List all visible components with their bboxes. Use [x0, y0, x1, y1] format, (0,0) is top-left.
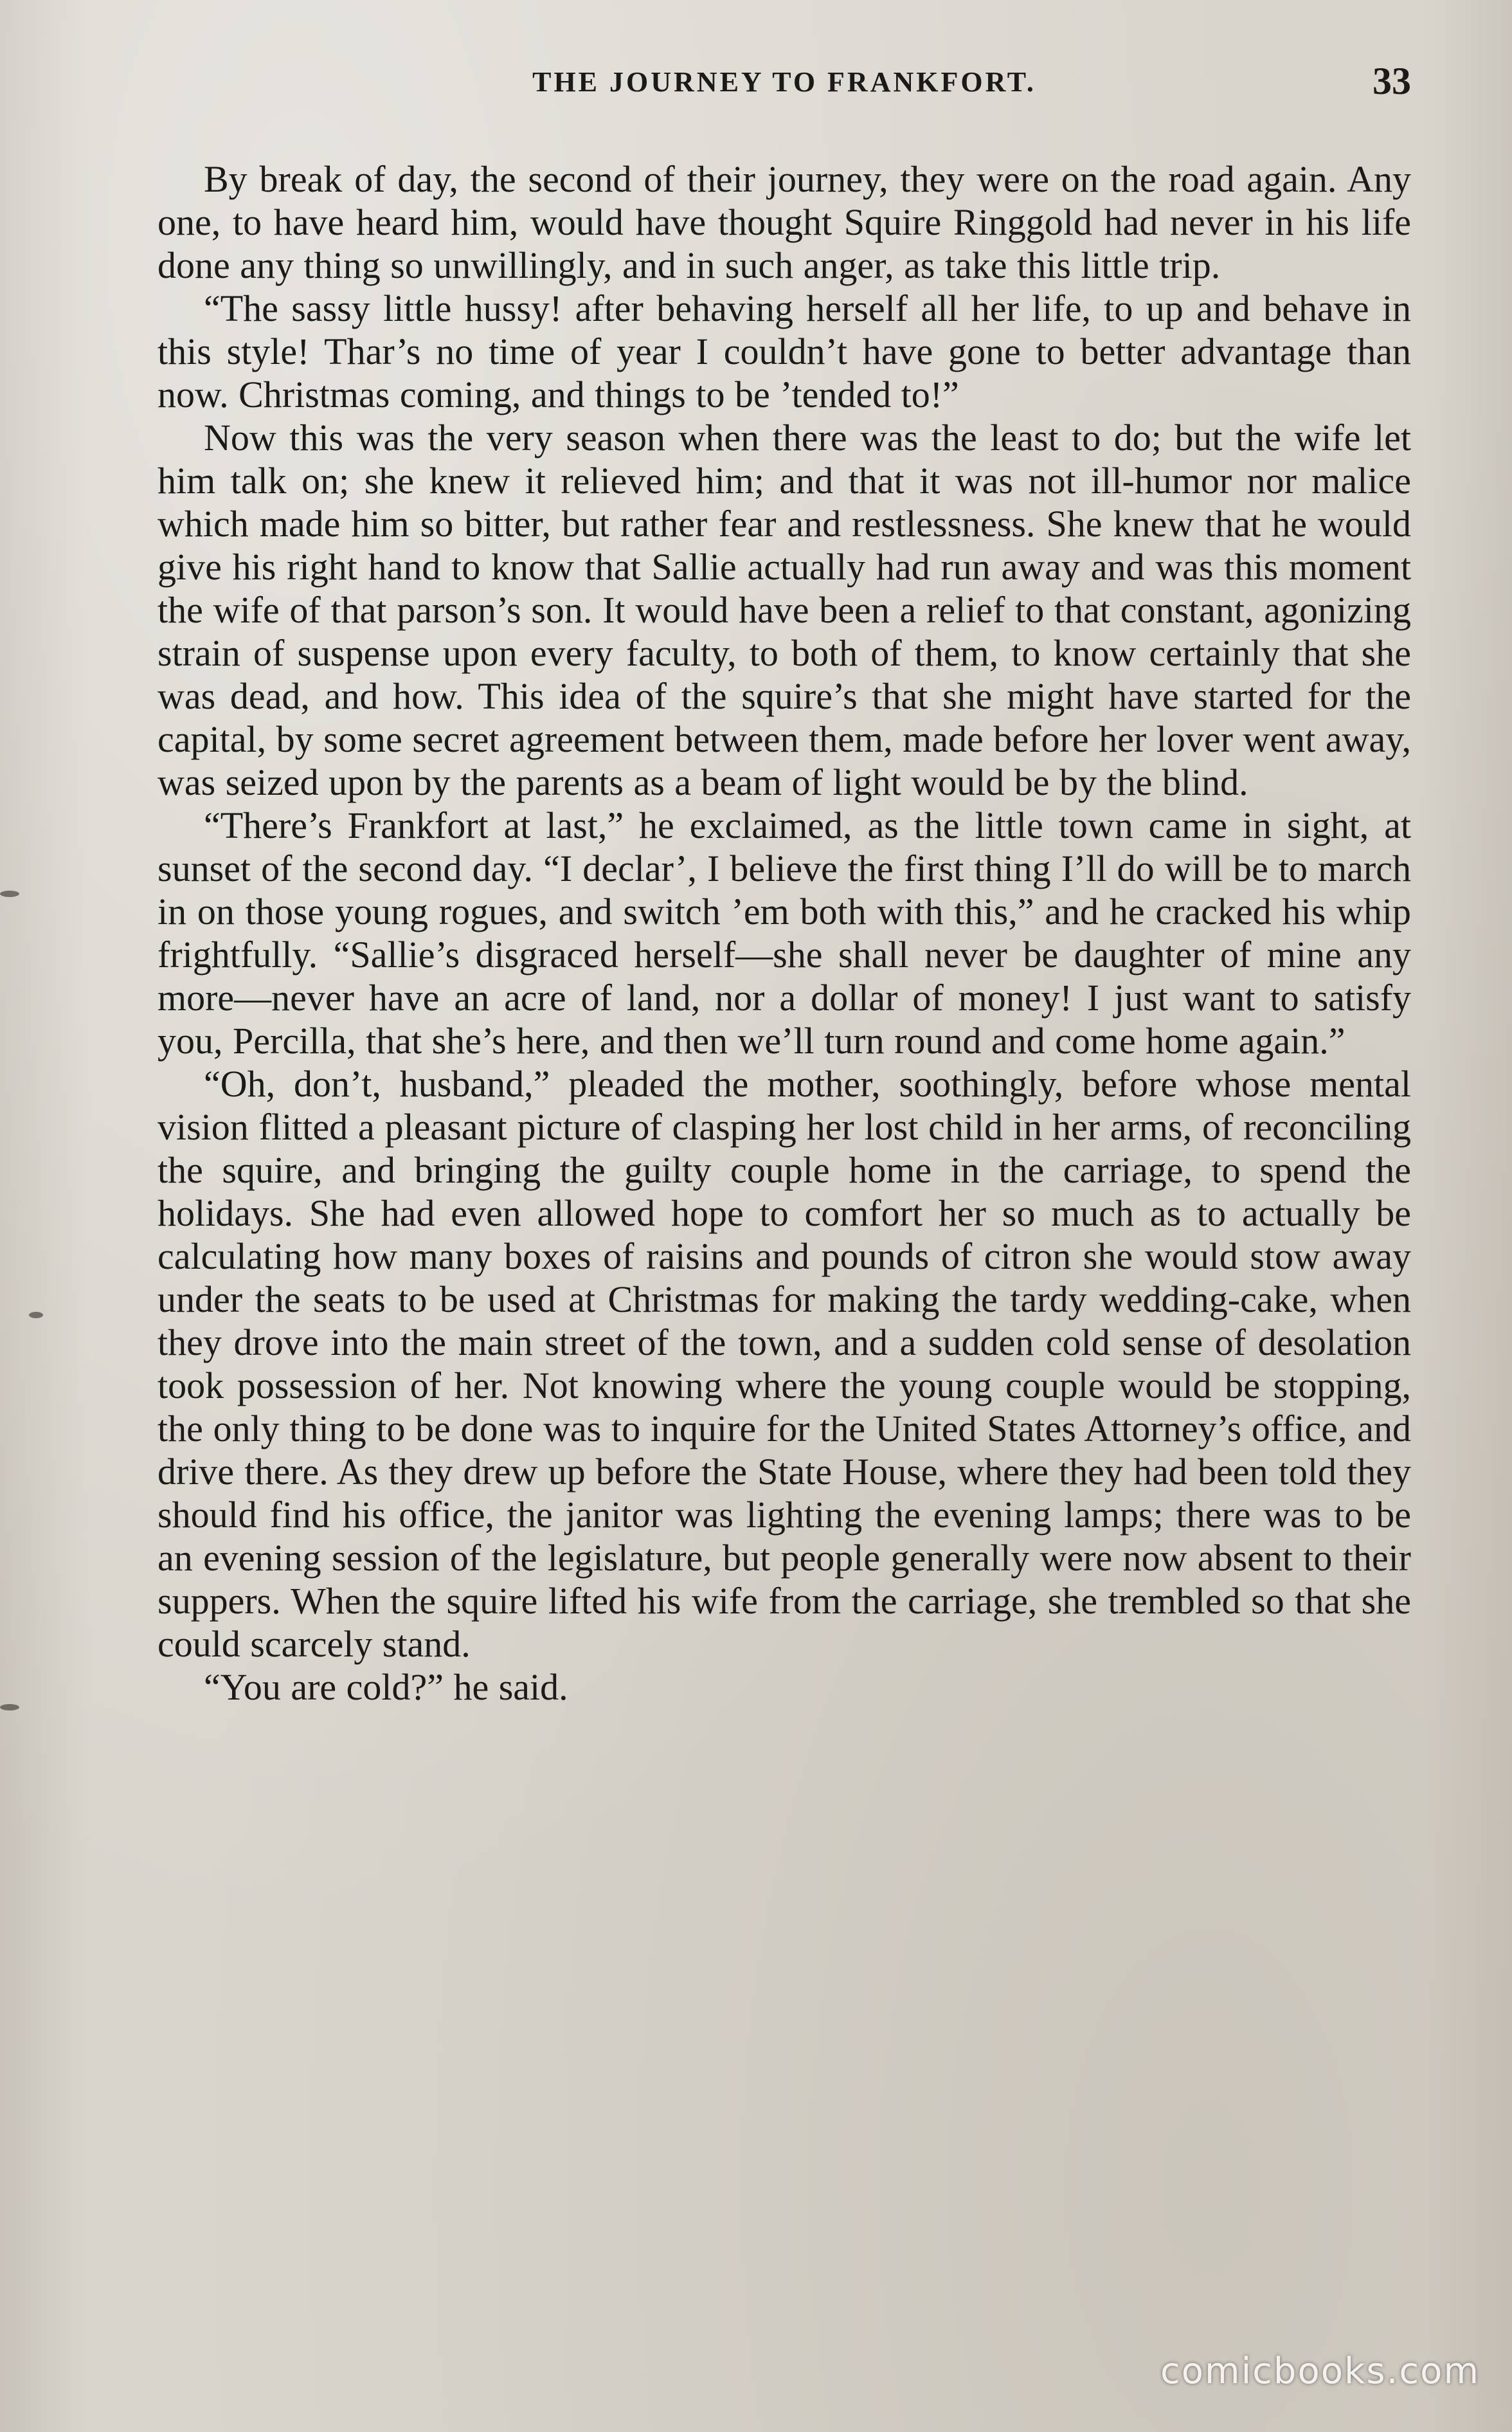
paragraph: By break of day, the second of their journey, they were on the road again. Any one, to have heard him, would have thought Squire Ringgold had never in his life done any thing so unwillingly, and in such anger, as take this little trip. [158, 158, 1411, 286]
running-head [158, 59, 1411, 111]
paragraph: “There’s Frankfort at last,” he exclaimed, as the little town came in sight, at sunset of the second day. “I declar’, I believe the first thing I’ll do will be to march in on those young rogues, and switch ’em both with this,” and he cracked his whip frightfully. “Sallie’s disgraced herself—she shall never be daughter of mine any more—never have an acre of land, nor a dollar of money! I just want to satisfy you, Percilla, that she’s here, and then we’ll turn round and come home again.” [158, 804, 1411, 1062]
paragraph: “You are cold?” he said. [204, 1666, 568, 1708]
page-number: 33 [1372, 60, 1411, 102]
watermark: comicbooks.com [1160, 2350, 1480, 2392]
binding-mark [0, 1704, 19, 1711]
paragraph: Now this was the very season when there was the least to do; but the wife let him talk on; she knew it relieved him; and that it was not ill-humor nor malice which made him so bitter, but rather fear and restlessness. She knew that he would give his right hand to know that Sallie actually had run away and was this moment the wife of that parson’s son. It would have been a relief to that constant, agonizing strain of suspense upon every faculty, to both of them, to know certainly that she was dead, and how. This idea of the squire’s that she might have started for the capital, by some secret agreement between them, made before her lover went away, was seized upon by the parents as a beam of light would be by the blind. [158, 417, 1411, 803]
running-title: THE JOURNEY TO FRANKFORT. [532, 66, 1036, 98]
binding-mark [29, 1312, 43, 1318]
paragraph: “The sassy little hussy! after behaving herself all her life, to up and behave in this style! Thar’s no time of year I couldn’t have gone to better advantage than now. Christmas coming, and things to be ’tended to!” [158, 287, 1411, 415]
binding-mark [0, 891, 19, 897]
paragraph: “Oh, don’t, husband,” pleaded the mother, soothingly, before whose mental vision flitted a pleasant picture of clasping her lost child in her arms, of reconciling the squire, and bringing the guilty couple home in the carriage, to spend the holidays. She had even allowed hope to comfort her so much as to actually be calculating how many boxes of raisins and pounds of citron she would stow away under the seats to be used at Christmas for making the tardy wedding-cake, when they drove into the main street of the town, and a sudden cold sense of desolation took possession of her. Not knowing where the young couple would be stopping, the only thing to be done was to inquire for the United States Attorney’s office, and drive there. As they drew up before the State House, where they had been told they should find his office, the janitor was lighting the evening lamps; there was to be an evening session of the legislature, but people generally were now absent to their suppers. When the squire lifted his wife from the carriage, she trembled so that she could scarcely stand. [158, 1063, 1411, 1665]
body-text [158, 158, 1411, 1709]
